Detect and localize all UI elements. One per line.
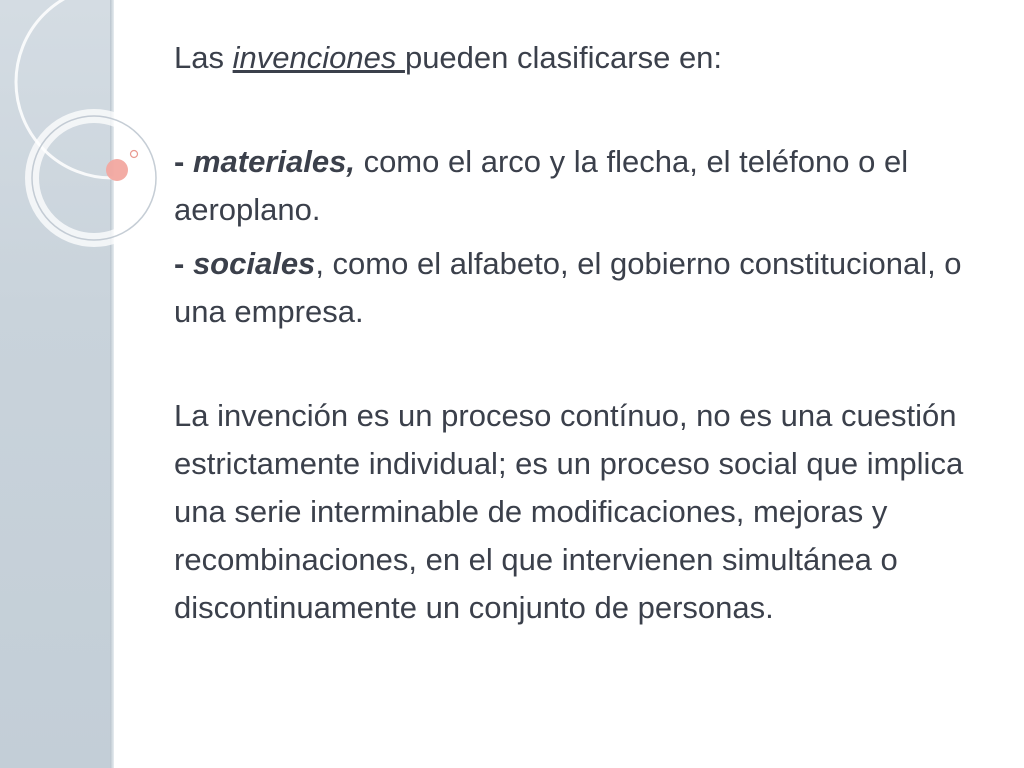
intro-emphasis: invenciones	[232, 40, 405, 75]
closing-paragraph: La invención es un proceso contínuo, no es una cuestión estrictamente individual; es un proceso social que implica una serie interminable de modificaciones, mejoras y recombinaciones, en el que intervienen simultánea o discontinuamente un conjunto de personas.	[174, 398, 964, 625]
accent-dot-icon	[106, 159, 128, 181]
intro-lead: Las	[174, 40, 233, 75]
thick-ring-outline-icon	[32, 116, 156, 240]
intro-rest: pueden clasificarse en:	[404, 40, 723, 75]
decorative-circles-icon	[0, 0, 200, 260]
small-dot-icon	[131, 151, 138, 158]
item-text: , como el alfabeto, el gobierno constitucional, o una empresa.	[174, 246, 962, 329]
intro-paragraph	[174, 34, 994, 82]
list-item-sociales	[174, 240, 994, 336]
item-dash: -	[174, 144, 193, 179]
item-punct: ,	[346, 144, 355, 179]
item-dash: -	[174, 246, 193, 281]
list-item-materiales	[174, 138, 994, 234]
slide-body	[174, 34, 994, 632]
item-text: como el arco y la flecha, el teléfono o el aeroplano.	[174, 144, 909, 227]
item-term: materiales	[192, 144, 347, 179]
item-term: sociales	[192, 246, 316, 281]
